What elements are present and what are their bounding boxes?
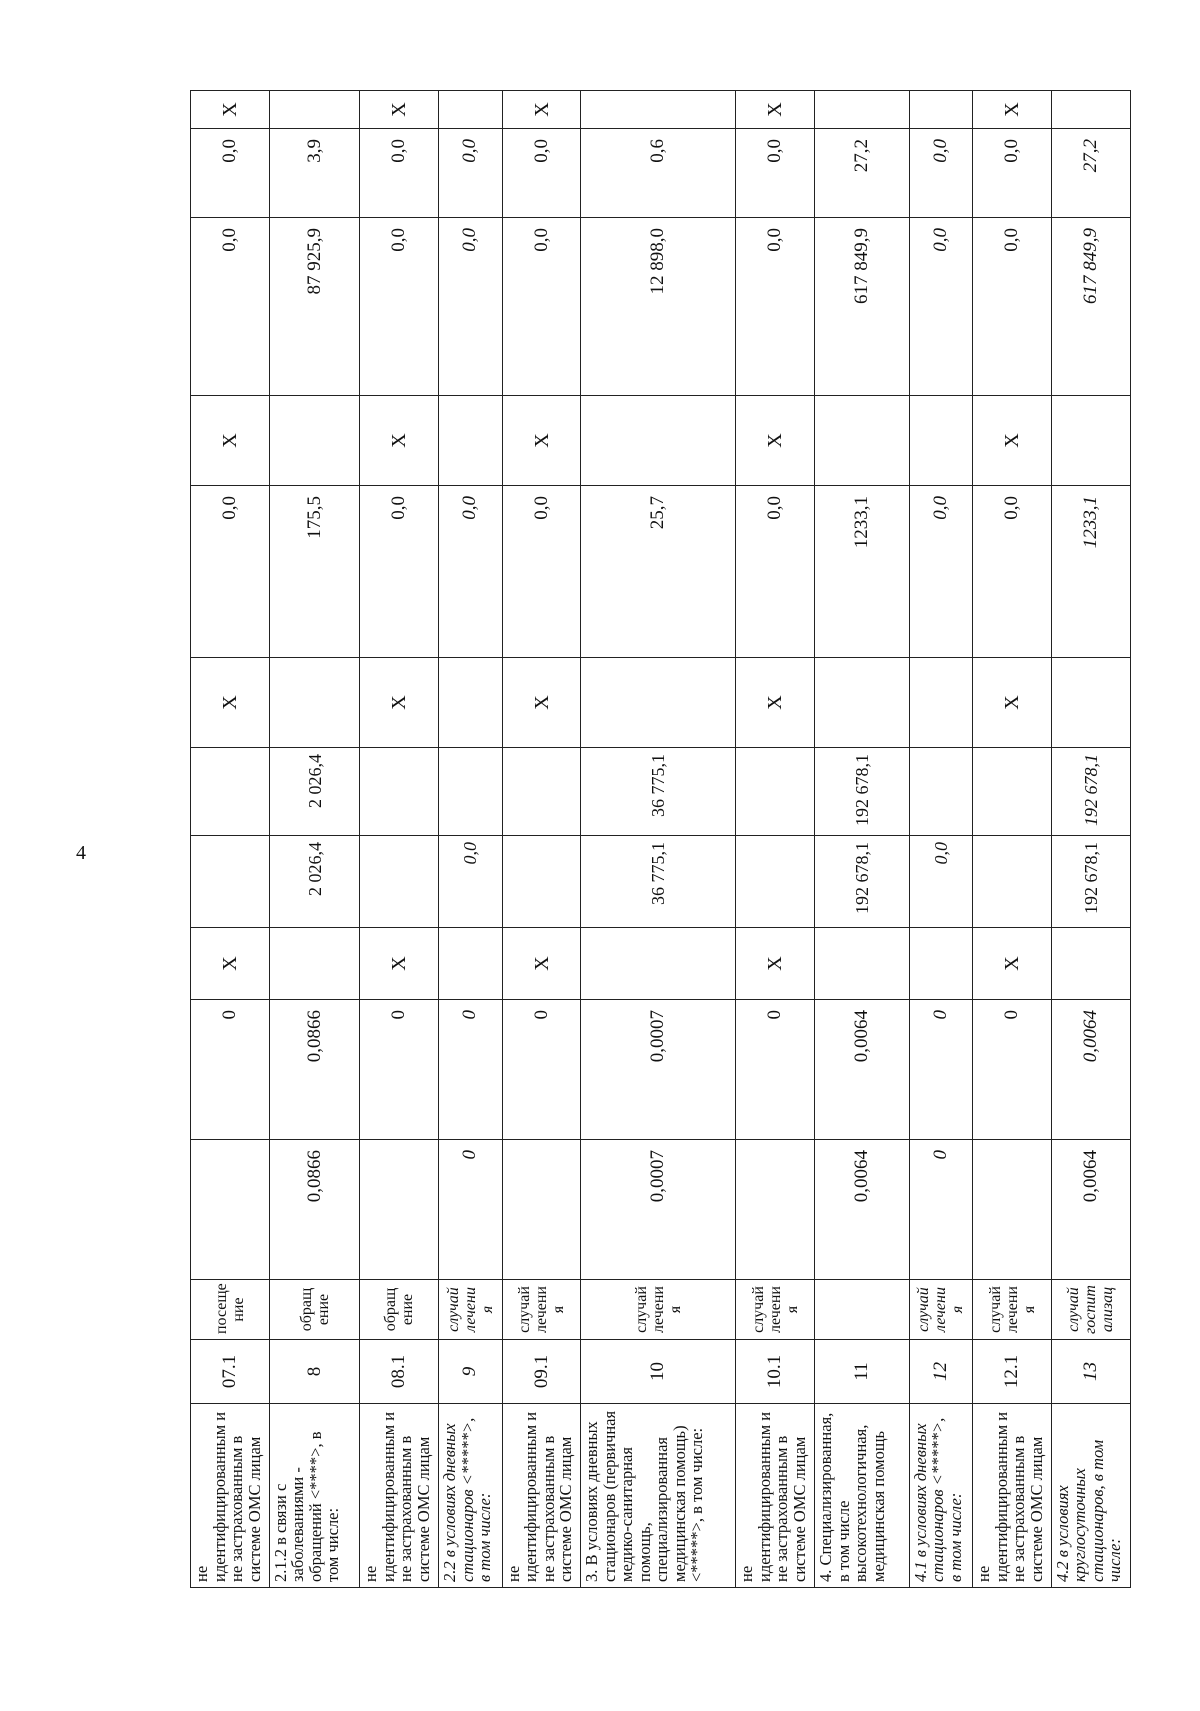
- cell-c4: [502, 836, 581, 928]
- cell-name: 4. Специализированная, в том числе высокотехнологичная, медицинская помощь: [815, 1404, 910, 1588]
- cell-c2: 0: [973, 1000, 1052, 1140]
- cell-c11: [815, 91, 910, 129]
- cell-unit: обращ ение: [269, 1280, 360, 1340]
- cell-c6: Х: [973, 658, 1052, 748]
- cell-c7: 0,0: [191, 486, 270, 658]
- cell-c4: [736, 836, 815, 928]
- cell-c3: [909, 928, 972, 1000]
- cell-c5: [736, 748, 815, 836]
- cell-name: 4.2 в условиях круглосуточных стационаров, в том числе:: [1051, 1404, 1130, 1588]
- cell-c9: 0,0: [909, 218, 972, 396]
- cell-c9: 0,0: [502, 218, 581, 396]
- cell-c1: [973, 1140, 1052, 1280]
- cell-code: 11: [815, 1340, 910, 1404]
- cell-c11: [581, 91, 736, 129]
- cell-c4: 0,0: [909, 836, 972, 928]
- cell-c4: [191, 836, 270, 928]
- cell-c3: [815, 928, 910, 1000]
- cell-c11: [439, 91, 502, 129]
- cell-c10: 0,0: [736, 129, 815, 218]
- cell-c10: 27,2: [1051, 129, 1130, 218]
- cell-c2: 0: [360, 1000, 439, 1140]
- cell-c9: 0,0: [736, 218, 815, 396]
- cell-c10: 0,6: [581, 129, 736, 218]
- cell-c8: [815, 396, 910, 486]
- cell-c1: 0: [909, 1140, 972, 1280]
- cell-unit: посеще ние: [191, 1280, 270, 1340]
- cell-c10: 0,0: [191, 129, 270, 218]
- cell-c9: 617 849,9: [815, 218, 910, 396]
- cell-name: не идентифицированным и не застрахованным в системе ОМС лицам: [736, 1404, 815, 1588]
- cell-name: не идентифицированным и не застрахованным в системе ОМС лицам: [360, 1404, 439, 1588]
- cell-c8: Х: [502, 396, 581, 486]
- cell-c11: Х: [502, 91, 581, 129]
- cell-c11: Х: [736, 91, 815, 129]
- cell-c3: Х: [191, 928, 270, 1000]
- cell-c9: 0,0: [439, 218, 502, 396]
- cell-c6: Х: [360, 658, 439, 748]
- cell-c9: 0,0: [191, 218, 270, 396]
- cell-c2: 0,0866: [269, 1000, 360, 1140]
- cell-c7: 175,5: [269, 486, 360, 658]
- cell-c9: 0,0: [360, 218, 439, 396]
- rotated-page-area: [190, 91, 1131, 1588]
- cell-c5: [360, 748, 439, 836]
- cell-name: 2.1.2 в связи с заболеваниями - обращений <****>, в том числе:: [269, 1404, 360, 1588]
- cell-c10: 0,0: [909, 129, 972, 218]
- page-number: 4: [76, 842, 86, 864]
- cell-c11: [1051, 91, 1130, 129]
- cell-c5: 192 678,1: [815, 748, 910, 836]
- cell-c5: [973, 748, 1052, 836]
- cell-c4: 2 026,4: [269, 836, 360, 928]
- cell-c8: Х: [191, 396, 270, 486]
- cell-c10: 0,0: [439, 129, 502, 218]
- cell-code: 07.1: [191, 1340, 270, 1404]
- cell-c11: Х: [973, 91, 1052, 129]
- cell-c1: [736, 1140, 815, 1280]
- cell-code: 10: [581, 1340, 736, 1404]
- cell-c5: 192 678,1: [1051, 748, 1130, 836]
- cell-unit: случай лечени я: [736, 1280, 815, 1340]
- cell-code: 9: [439, 1340, 502, 1404]
- cell-c2: 0: [439, 1000, 502, 1140]
- cell-c6: [1051, 658, 1130, 748]
- cell-c3: [439, 928, 502, 1000]
- cell-c1: [360, 1140, 439, 1280]
- cell-c7: 1233,1: [1051, 486, 1130, 658]
- cell-code: 12: [909, 1340, 972, 1404]
- cell-c2: 0: [191, 1000, 270, 1140]
- table-row: [1051, 91, 1130, 1588]
- cell-c7: 0,0: [736, 486, 815, 658]
- cell-c2: 0,0007: [581, 1000, 736, 1140]
- cell-c10: 27,2: [815, 129, 910, 218]
- cell-c10: 3,9: [269, 129, 360, 218]
- cell-c2: 0: [736, 1000, 815, 1140]
- cell-c7: 25,7: [581, 486, 736, 658]
- cell-c10: 0,0: [502, 129, 581, 218]
- cell-c9: 0,0: [973, 218, 1052, 396]
- cell-c6: [269, 658, 360, 748]
- cell-c1: 0,0007: [581, 1140, 736, 1280]
- table-row: [973, 91, 1052, 1588]
- cell-c3: Х: [973, 928, 1052, 1000]
- cell-c1: [502, 1140, 581, 1280]
- cell-c8: Х: [360, 396, 439, 486]
- cell-c6: [909, 658, 972, 748]
- cell-c11: [269, 91, 360, 129]
- table-row: [736, 91, 815, 1588]
- cell-c5: 2 026,4: [269, 748, 360, 836]
- table-row: [581, 91, 736, 1588]
- cell-c8: Х: [973, 396, 1052, 486]
- cell-c2: 0: [909, 1000, 972, 1140]
- cell-unit: случай лечени я: [439, 1280, 502, 1340]
- cell-c5: [191, 748, 270, 836]
- cell-code: 10.1: [736, 1340, 815, 1404]
- cell-c8: [1051, 396, 1130, 486]
- cell-c7: 0,0: [909, 486, 972, 658]
- cell-code: 8: [269, 1340, 360, 1404]
- table-row: [439, 91, 502, 1588]
- cell-c4: 192 678,1: [1051, 836, 1130, 928]
- cell-c6: [815, 658, 910, 748]
- table-row: [502, 91, 581, 1588]
- cell-c6: Х: [736, 658, 815, 748]
- cell-c7: 1233,1: [815, 486, 910, 658]
- cell-c8: [909, 396, 972, 486]
- cell-unit: случай лечени я: [973, 1280, 1052, 1340]
- cell-name: не идентифицированным и не застрахованным в системе ОМС лицам: [502, 1404, 581, 1588]
- table-wrapper: [190, 91, 1131, 1588]
- cell-code: 13: [1051, 1340, 1130, 1404]
- cell-c8: [439, 396, 502, 486]
- cell-name: 4.1 в условиях дневных стационаров <*****>, в том числе:: [909, 1404, 972, 1588]
- table-row: [191, 91, 270, 1588]
- table-row: [360, 91, 439, 1588]
- cell-c6: [439, 658, 502, 748]
- table-row: [815, 91, 910, 1588]
- cell-c3: [581, 928, 736, 1000]
- cell-unit: случай госпит ализац: [1051, 1280, 1130, 1340]
- cell-c3: Х: [502, 928, 581, 1000]
- cell-c3: [269, 928, 360, 1000]
- cell-unit: случай лечени я: [581, 1280, 736, 1340]
- cell-c7: 0,0: [439, 486, 502, 658]
- cell-name: 2.2 в условиях дневных стационаров <*****>, в том числе:: [439, 1404, 502, 1588]
- cell-name: не идентифицированным и не застрахованным в системе ОМС лицам: [191, 1404, 270, 1588]
- cell-c8: [269, 396, 360, 486]
- cell-c9: 617 849,9: [1051, 218, 1130, 396]
- cell-c6: Х: [502, 658, 581, 748]
- cell-c10: 0,0: [973, 129, 1052, 218]
- cell-c9: 87 925,9: [269, 218, 360, 396]
- cell-c4: [973, 836, 1052, 928]
- cell-c7: 0,0: [502, 486, 581, 658]
- cell-c1: 0: [439, 1140, 502, 1280]
- cell-c5: [439, 748, 502, 836]
- cell-code: 09.1: [502, 1340, 581, 1404]
- cell-unit: обращ ение: [360, 1280, 439, 1340]
- cell-code: 08.1: [360, 1340, 439, 1404]
- cell-c5: [909, 748, 972, 836]
- cell-c1: 0,0064: [1051, 1140, 1130, 1280]
- cell-c7: 0,0: [360, 486, 439, 658]
- cell-c6: [581, 658, 736, 748]
- cell-unit: [815, 1280, 910, 1340]
- cell-name: не идентифицированным и не застрахованным в системе ОМС лицам: [973, 1404, 1052, 1588]
- cell-c3: Х: [736, 928, 815, 1000]
- cell-name: 3. В условиях дневных стационаров (первичная медико-санитарная помощь, специализированная медицинская помощь) <*****>, в том числе:: [581, 1404, 736, 1588]
- cell-c4: [360, 836, 439, 928]
- cell-c11: Х: [191, 91, 270, 129]
- cell-c11: [909, 91, 972, 129]
- cell-c2: 0,0064: [815, 1000, 910, 1140]
- cell-c4: 36 775,1: [581, 836, 736, 928]
- cell-c7: 0,0: [973, 486, 1052, 658]
- cell-c5: 36 775,1: [581, 748, 736, 836]
- cell-c8: [581, 396, 736, 486]
- table-row: [909, 91, 972, 1588]
- cell-c4: 192 678,1: [815, 836, 910, 928]
- table-row: [269, 91, 360, 1588]
- cell-c5: [502, 748, 581, 836]
- cell-code: 12.1: [973, 1340, 1052, 1404]
- cell-c11: Х: [360, 91, 439, 129]
- cell-c8: Х: [736, 396, 815, 486]
- cell-c2: 0,0064: [1051, 1000, 1130, 1140]
- cell-c2: 0: [502, 1000, 581, 1140]
- cell-unit: случай лечени я: [909, 1280, 972, 1340]
- cell-unit: случай лечени я: [502, 1280, 581, 1340]
- cell-c3: Х: [360, 928, 439, 1000]
- cell-c4: 0,0: [439, 836, 502, 928]
- cell-c10: 0,0: [360, 129, 439, 218]
- cell-c1: 0,0866: [269, 1140, 360, 1280]
- cell-c6: Х: [191, 658, 270, 748]
- cell-c3: [1051, 928, 1130, 1000]
- cell-c1: 0,0064: [815, 1140, 910, 1280]
- volume-cost-table: [190, 90, 1131, 1588]
- cell-c1: [191, 1140, 270, 1280]
- cell-c9: 12 898,0: [581, 218, 736, 396]
